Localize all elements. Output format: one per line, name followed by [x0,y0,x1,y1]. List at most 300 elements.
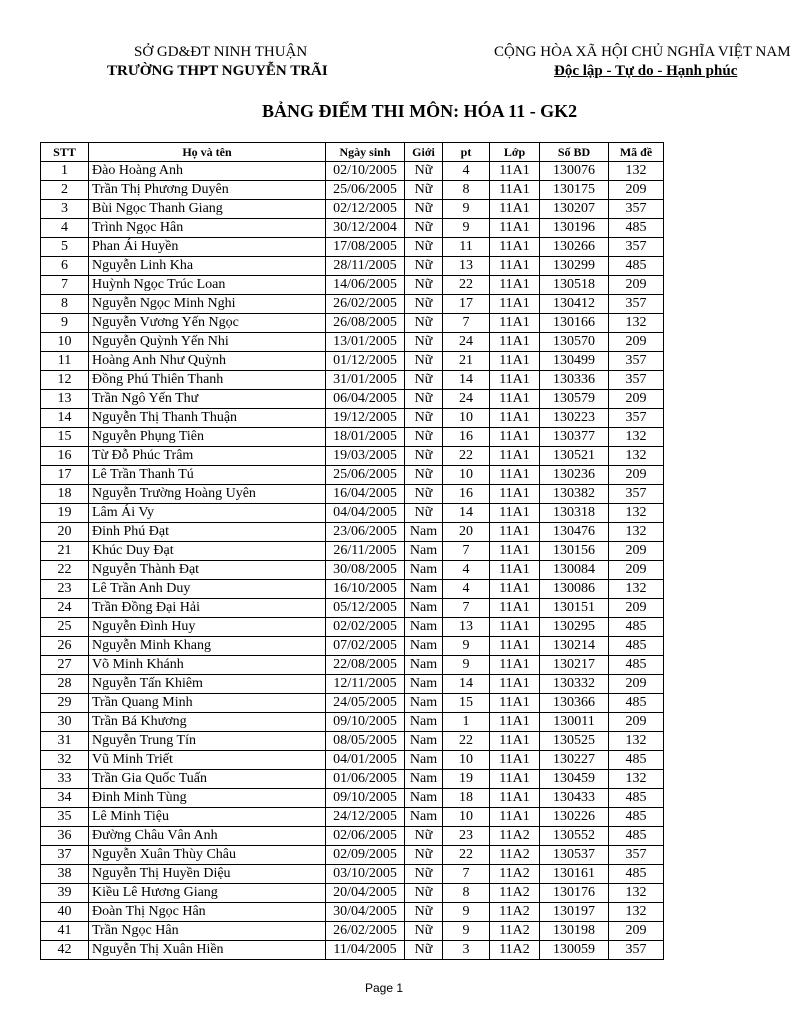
table-header-row [41,143,664,162]
cell-exam-number: 130207 [540,200,609,219]
cell-gender: Nữ [405,333,443,352]
cell-gender: Nữ [405,181,443,200]
cell-exam-number: 130412 [540,295,609,314]
cell-name: Nguyễn Vương Yến Ngọc [89,314,326,333]
cell-name: Nguyễn Phụng Tiên [89,428,326,447]
cell-class: 11A1 [490,333,540,352]
cell-exam-code: 132 [609,162,664,181]
cell-score: 9 [443,656,490,675]
cell-exam-number: 130196 [540,219,609,238]
table-row [41,789,664,808]
cell-exam-number: 130011 [540,713,609,732]
cell-birthdate: 26/02/2005 [326,295,405,314]
table-row [41,618,664,637]
table-row [41,504,664,523]
cell-class: 11A1 [490,618,540,637]
table-row [41,713,664,732]
cell-exam-code: 132 [609,504,664,523]
cell-exam-code: 357 [609,371,664,390]
cell-exam-number: 130197 [540,903,609,922]
table-row [41,409,664,428]
cell-name: Nguyễn Minh Khang [89,637,326,656]
cell-gender: Nam [405,656,443,675]
cell-exam-code: 209 [609,390,664,409]
cell-birthdate: 02/12/2005 [326,200,405,219]
cell-gender: Nữ [405,428,443,447]
cell-gender: Nữ [405,884,443,903]
cell-gender: Nữ [405,371,443,390]
table-row [41,865,664,884]
cell-exam-code: 209 [609,181,664,200]
cell-exam-code: 132 [609,447,664,466]
cell-name: Từ Đỗ Phúc Trâm [89,447,326,466]
cell-stt: 29 [41,694,89,713]
cell-exam-number: 130227 [540,751,609,770]
cell-birthdate: 13/01/2005 [326,333,405,352]
cell-birthdate: 22/08/2005 [326,656,405,675]
cell-gender: Nam [405,751,443,770]
cell-birthdate: 11/04/2005 [326,941,405,960]
cell-class: 11A1 [490,504,540,523]
table-row [41,295,664,314]
cell-class: 11A1 [490,580,540,599]
cell-exam-code: 209 [609,713,664,732]
cell-birthdate: 03/10/2005 [326,865,405,884]
cell-class: 11A2 [490,846,540,865]
cell-exam-code: 209 [609,466,664,485]
cell-exam-code: 209 [609,333,664,352]
cell-birthdate: 31/01/2005 [326,371,405,390]
cell-exam-code: 485 [609,789,664,808]
cell-stt: 18 [41,485,89,504]
cell-exam-code: 357 [609,200,664,219]
column-header: Lớp [490,143,540,162]
cell-exam-code: 209 [609,675,664,694]
cell-gender: Nữ [405,447,443,466]
cell-exam-number: 130433 [540,789,609,808]
cell-exam-code: 132 [609,314,664,333]
cell-score: 17 [443,295,490,314]
table-row [41,276,664,295]
cell-class: 11A1 [490,314,540,333]
cell-birthdate: 01/12/2005 [326,352,405,371]
cell-exam-number: 130570 [540,333,609,352]
cell-score: 18 [443,789,490,808]
cell-score: 9 [443,903,490,922]
cell-birthdate: 25/06/2005 [326,181,405,200]
cell-class: 11A2 [490,884,540,903]
cell-class: 11A1 [490,732,540,751]
column-header: Mã đề [609,143,664,162]
cell-name: Nguyễn Linh Kha [89,257,326,276]
cell-class: 11A1 [490,542,540,561]
cell-gender: Nữ [405,922,443,941]
cell-birthdate: 02/10/2005 [326,162,405,181]
cell-name: Nguyễn Đình Huy [89,618,326,637]
cell-gender: Nữ [405,827,443,846]
cell-class: 11A1 [490,523,540,542]
cell-class: 11A1 [490,409,540,428]
table-row [41,371,664,390]
cell-exam-code: 357 [609,485,664,504]
table-row [41,656,664,675]
cell-stt: 40 [41,903,89,922]
cell-exam-code: 485 [609,219,664,238]
cell-exam-code: 357 [609,409,664,428]
column-header: Số BD [540,143,609,162]
cell-class: 11A1 [490,371,540,390]
cell-gender: Nữ [405,485,443,504]
cell-exam-code: 485 [609,865,664,884]
cell-gender: Nữ [405,238,443,257]
column-header: Ngày sinh [326,143,405,162]
cell-score: 24 [443,333,490,352]
cell-score: 4 [443,162,490,181]
cell-gender: Nữ [405,846,443,865]
cell-birthdate: 07/02/2005 [326,637,405,656]
cell-exam-number: 130084 [540,561,609,580]
cell-birthdate: 16/04/2005 [326,485,405,504]
cell-name: Đường Châu Vân Anh [89,827,326,846]
cell-gender: Nam [405,599,443,618]
cell-name: Lâm Ái Vy [89,504,326,523]
cell-name: Đào Hoàng Anh [89,162,326,181]
cell-exam-number: 130299 [540,257,609,276]
cell-class: 11A1 [490,675,540,694]
cell-class: 11A1 [490,352,540,371]
cell-score: 11 [443,238,490,257]
cell-birthdate: 24/05/2005 [326,694,405,713]
cell-exam-code: 485 [609,694,664,713]
cell-class: 11A2 [490,941,540,960]
cell-exam-number: 130295 [540,618,609,637]
cell-gender: Nam [405,637,443,656]
cell-score: 21 [443,352,490,371]
cell-score: 10 [443,751,490,770]
cell-exam-number: 130382 [540,485,609,504]
cell-name: Nguyễn Tấn Khiêm [89,675,326,694]
cell-stt: 25 [41,618,89,637]
cell-exam-number: 130318 [540,504,609,523]
cell-gender: Nam [405,732,443,751]
table-row [41,352,664,371]
cell-exam-number: 130266 [540,238,609,257]
cell-gender: Nam [405,580,443,599]
cell-exam-code: 357 [609,238,664,257]
cell-score: 1 [443,713,490,732]
school-name: TRƯỜNG THPT NGUYỄN TRÃI [107,63,328,79]
cell-exam-code: 485 [609,808,664,827]
cell-stt: 36 [41,827,89,846]
cell-stt: 14 [41,409,89,428]
cell-class: 11A1 [490,770,540,789]
cell-exam-number: 130223 [540,409,609,428]
cell-name: Bùi Ngọc Thanh Giang [89,200,326,219]
cell-stt: 19 [41,504,89,523]
cell-name: Lê Minh Tiệu [89,808,326,827]
cell-exam-number: 130166 [540,314,609,333]
cell-stt: 11 [41,352,89,371]
table-row [41,390,664,409]
table-row [41,922,664,941]
cell-gender: Nam [405,675,443,694]
cell-class: 11A1 [490,808,540,827]
cell-gender: Nữ [405,276,443,295]
cell-stt: 12 [41,371,89,390]
cell-score: 7 [443,542,490,561]
cell-exam-number: 130176 [540,884,609,903]
cell-exam-code: 209 [609,276,664,295]
table-row [41,808,664,827]
cell-name: Nguyễn Quỳnh Yến Nhi [89,333,326,352]
cell-class: 11A1 [490,238,540,257]
cell-gender: Nữ [405,390,443,409]
cell-score: 19 [443,770,490,789]
cell-gender: Nữ [405,903,443,922]
cell-exam-number: 130521 [540,447,609,466]
table-row [41,162,664,181]
cell-birthdate: 26/11/2005 [326,542,405,561]
cell-exam-number: 130059 [540,941,609,960]
cell-exam-code: 209 [609,542,664,561]
cell-exam-code: 485 [609,751,664,770]
table-row [41,542,664,561]
cell-score: 13 [443,257,490,276]
cell-gender: Nữ [405,352,443,371]
table-body [41,162,664,960]
table-row [41,827,664,846]
cell-birthdate: 19/03/2005 [326,447,405,466]
cell-score: 14 [443,504,490,523]
cell-exam-number: 130525 [540,732,609,751]
cell-score: 7 [443,865,490,884]
cell-exam-number: 130518 [540,276,609,295]
cell-class: 11A1 [490,751,540,770]
cell-score: 3 [443,941,490,960]
cell-score: 16 [443,428,490,447]
cell-class: 11A1 [490,637,540,656]
cell-score: 22 [443,846,490,865]
cell-name: Nguyễn Trung Tín [89,732,326,751]
cell-score: 8 [443,181,490,200]
cell-score: 9 [443,922,490,941]
cell-class: 11A2 [490,922,540,941]
cell-class: 11A1 [490,713,540,732]
cell-birthdate: 30/04/2005 [326,903,405,922]
cell-exam-number: 130198 [540,922,609,941]
table-row [41,447,664,466]
cell-class: 11A1 [490,447,540,466]
cell-score: 22 [443,732,490,751]
cell-name: Nguyễn Trường Hoàng Uyên [89,485,326,504]
cell-stt: 37 [41,846,89,865]
cell-stt: 13 [41,390,89,409]
cell-score: 24 [443,390,490,409]
cell-stt: 31 [41,732,89,751]
table-row [41,561,664,580]
cell-birthdate: 20/04/2005 [326,884,405,903]
cell-stt: 39 [41,884,89,903]
cell-stt: 9 [41,314,89,333]
cell-birthdate: 02/06/2005 [326,827,405,846]
page-title: BẢNG ĐIỂM THI MÔN: HÓA 11 - GK2 [262,101,578,121]
cell-stt: 42 [41,941,89,960]
cell-class: 11A1 [490,219,540,238]
cell-stt: 1 [41,162,89,181]
cell-gender: Nữ [405,941,443,960]
cell-birthdate: 02/09/2005 [326,846,405,865]
cell-birthdate: 24/12/2005 [326,808,405,827]
cell-exam-code: 485 [609,618,664,637]
cell-score: 10 [443,808,490,827]
cell-score: 7 [443,599,490,618]
cell-score: 16 [443,485,490,504]
cell-gender: Nữ [405,865,443,884]
cell-stt: 35 [41,808,89,827]
table-row [41,599,664,618]
cell-birthdate: 16/10/2005 [326,580,405,599]
cell-exam-code: 209 [609,922,664,941]
cell-stt: 23 [41,580,89,599]
cell-score: 7 [443,314,490,333]
cell-score: 22 [443,447,490,466]
grades-table [40,142,664,960]
cell-class: 11A1 [490,181,540,200]
cell-stt: 8 [41,295,89,314]
table-row [41,333,664,352]
cell-name: Đoàn Thị Ngọc Hân [89,903,326,922]
cell-exam-number: 130579 [540,390,609,409]
cell-exam-number: 130552 [540,827,609,846]
cell-gender: Nữ [405,162,443,181]
cell-name: Lê Trần Thanh Tú [89,466,326,485]
cell-class: 11A1 [490,466,540,485]
cell-gender: Nữ [405,466,443,485]
cell-score: 14 [443,371,490,390]
cell-gender: Nữ [405,504,443,523]
table-row [41,523,664,542]
cell-exam-number: 130076 [540,162,609,181]
table-row [41,580,664,599]
cell-exam-number: 130366 [540,694,609,713]
cell-birthdate: 04/04/2005 [326,504,405,523]
cell-stt: 30 [41,713,89,732]
cell-score: 22 [443,276,490,295]
cell-gender: Nữ [405,200,443,219]
cell-class: 11A1 [490,276,540,295]
table-row [41,466,664,485]
cell-stt: 10 [41,333,89,352]
cell-stt: 38 [41,865,89,884]
cell-name: Nguyễn Ngọc Minh Nghi [89,295,326,314]
cell-name: Phan Ái Huyền [89,238,326,257]
cell-stt: 7 [41,276,89,295]
cell-birthdate: 25/06/2005 [326,466,405,485]
cell-birthdate: 30/12/2004 [326,219,405,238]
cell-stt: 3 [41,200,89,219]
cell-exam-code: 485 [609,257,664,276]
table-row [41,485,664,504]
cell-class: 11A2 [490,827,540,846]
table-row [41,675,664,694]
cell-stt: 15 [41,428,89,447]
cell-score: 9 [443,219,490,238]
cell-exam-code: 132 [609,428,664,447]
table-row [41,257,664,276]
cell-gender: Nữ [405,295,443,314]
cell-stt: 17 [41,466,89,485]
cell-score: 10 [443,409,490,428]
cell-gender: Nam [405,770,443,789]
cell-birthdate: 14/06/2005 [326,276,405,295]
cell-birthdate: 30/08/2005 [326,561,405,580]
cell-exam-code: 209 [609,561,664,580]
cell-class: 11A2 [490,865,540,884]
cell-exam-code: 132 [609,770,664,789]
cell-birthdate: 12/11/2005 [326,675,405,694]
cell-birthdate: 18/01/2005 [326,428,405,447]
cell-score: 14 [443,675,490,694]
cell-class: 11A1 [490,694,540,713]
cell-score: 23 [443,827,490,846]
cell-exam-number: 130476 [540,523,609,542]
cell-exam-number: 130161 [540,865,609,884]
cell-name: Trần Quang Minh [89,694,326,713]
cell-exam-number: 130499 [540,352,609,371]
cell-name: Nguyễn Thành Đạt [89,561,326,580]
table-row [41,428,664,447]
cell-name: Khúc Duy Đạt [89,542,326,561]
national-title: CỘNG HÒA XÃ HỘI CHỦ NGHĨA VIỆT NAM [494,44,791,60]
cell-class: 11A1 [490,295,540,314]
cell-exam-code: 357 [609,941,664,960]
cell-gender: Nữ [405,409,443,428]
cell-gender: Nữ [405,219,443,238]
cell-exam-code: 357 [609,352,664,371]
cell-exam-code: 132 [609,903,664,922]
table-row [41,238,664,257]
cell-name: Trần Đồng Đại Hải [89,599,326,618]
cell-class: 11A1 [490,789,540,808]
cell-exam-number: 130217 [540,656,609,675]
cell-exam-code: 132 [609,884,664,903]
cell-exam-code: 132 [609,732,664,751]
cell-stt: 21 [41,542,89,561]
cell-stt: 2 [41,181,89,200]
cell-score: 15 [443,694,490,713]
cell-stt: 41 [41,922,89,941]
cell-stt: 24 [41,599,89,618]
cell-score: 9 [443,200,490,219]
table-row [41,941,664,960]
cell-gender: Nam [405,542,443,561]
cell-name: Nguyễn Thị Huyền Diệu [89,865,326,884]
table-row [41,219,664,238]
cell-gender: Nam [405,789,443,808]
cell-gender: Nam [405,523,443,542]
cell-gender: Nam [405,561,443,580]
cell-name: Đinh Minh Tùng [89,789,326,808]
cell-score: 10 [443,466,490,485]
cell-score: 4 [443,580,490,599]
cell-exam-number: 130236 [540,466,609,485]
column-header: Họ và tên [89,143,326,162]
cell-stt: 20 [41,523,89,542]
cell-class: 11A1 [490,656,540,675]
cell-birthdate: 26/02/2005 [326,922,405,941]
cell-birthdate: 09/10/2005 [326,789,405,808]
cell-stt: 32 [41,751,89,770]
